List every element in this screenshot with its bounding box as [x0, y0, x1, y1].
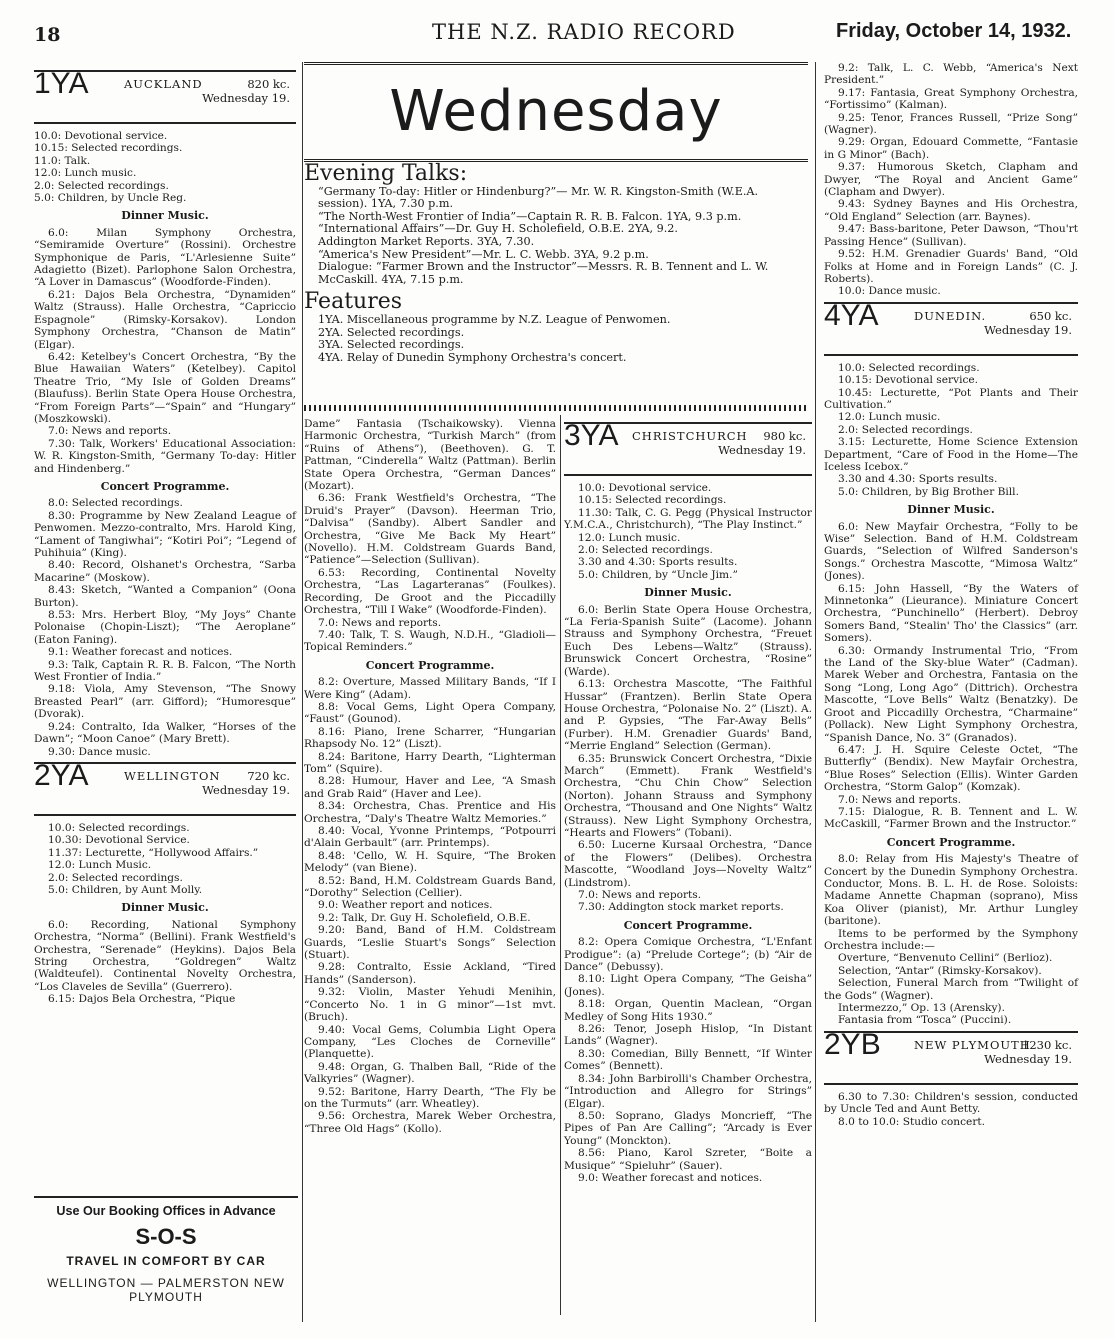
- schedule-list: [34, 497, 296, 758]
- page-header: [0, 18, 1114, 48]
- section-heading: Concert Programme.: [623, 918, 753, 932]
- schedule-list: [34, 130, 296, 204]
- schedule-item: 10.0: Devotional service.: [578, 482, 712, 494]
- booking-advert: [34, 1196, 298, 1304]
- schedule-item: 8.0: Selected recordings.: [48, 497, 183, 510]
- schedule-item: Dame” Fantasia (Tschaikowsky). Vienna Harmonic Orchestra, “Turkish March” (from “Ruins of Athens”), (Beethoven). G. T. Pattman, “Cinderella” Waltz (Pattman). Berlin State Opera Orchestra, “German Dances” (Mozart).: [304, 418, 556, 493]
- schedule-item: 7.40: Talk, T. S. Waugh, N.D.H., “Gladioli—Topical Reminders.”: [304, 628, 556, 654]
- schedule-item: 9.29: Organ, Edouard Commette, “Fantasie in G Minor” (Bach).: [824, 136, 1078, 161]
- schedule-item: 6.53: Recording, Continental Novelty Orchestra, “Las Lagarteranas” (Foulkes). Recording, De Groot and the Piccadilly Orchestra, “Till I Wake” (Woodforde-Finden).: [304, 566, 556, 617]
- schedule-list: [564, 482, 812, 581]
- schedule-item: 6.15: John Hassell, “By the Waters of Minnetonka” (Lieurance). Miniature Concert Orchestra, “Punchinello” (Herbert). Debroy Somers Band, “Stealin' Tho' the Classics” (arr. Somers).: [824, 582, 1078, 645]
- station-header-4ya: [824, 298, 1078, 356]
- section-heading: Dinner Music.: [644, 586, 732, 600]
- schedule-item: 9.2: Talk, L. C. Webb, “America's Next President.”: [824, 62, 1078, 87]
- schedule-item: 10.0: Selected recordings.: [838, 361, 980, 374]
- station-city: WELLINGTON: [124, 768, 221, 783]
- schedule-item: 7.0: News and reports.: [318, 616, 442, 629]
- schedule-item: 9.17: Fantasia, Great Symphony Orchestra, “Fortissimo” (Kalman).: [824, 86, 1078, 112]
- schedule-item: 9.2: Talk, Dr. Guy H. Scholefield, O.B.E.: [318, 911, 531, 924]
- schedule-item: 11.37: Lecturette, “Hollywood Affairs.”: [48, 846, 259, 859]
- column-4: [824, 62, 1078, 1128]
- schedule-item: 5.0: Children, by Aunt Molly.: [48, 883, 203, 896]
- schedule-list: [34, 919, 296, 1006]
- schedule-item: 5.0: Children, by Uncle Reg.: [34, 192, 187, 205]
- schedule-item: 10.15: Selected recordings.: [34, 142, 183, 155]
- schedule-list: [304, 418, 556, 654]
- section-heading: Dinner Music.: [907, 503, 995, 517]
- schedule-item: 8.28: Humour, Haver and Lee, “A Smash and Grab Raid” (Haver and Lee).: [304, 775, 556, 800]
- schedule-item: Selection, “Antar” (Rimsky-Korsakov).: [838, 964, 1042, 977]
- schedule-item: 8.16: Piano, Irene Scharrer, “Hungarian Rhapsody No. 12” (Liszt).: [304, 725, 556, 751]
- schedule-item: 9.43: Sydney Baynes and His Orchestra, “Old England” Selection (arr. Baynes).: [824, 198, 1078, 223]
- advert-tagline: TRAVEL IN COMFORT BY CAR: [66, 1254, 266, 1268]
- station-frequency: 1230 kc.: [1022, 1037, 1072, 1052]
- station-day: Wednesday 19.: [984, 1051, 1072, 1066]
- schedule-item: 8.8: Vocal Gems, Light Opera Company, “Faust” (Gounod).: [304, 700, 556, 726]
- divider: [34, 1196, 298, 1198]
- schedule-item: 6.0: Berlin State Opera House Orchestra, “La Feria-Spanish Suite” (Lacome). Johann Strauss and Symphony Orchestra, “Freuet Euch Des Lebens—Waltz” (Strauss). Brunswick Concert Orchestra, “Rosine” (Warde).: [564, 603, 812, 678]
- schedule-item: 7.0: News and reports.: [48, 425, 172, 438]
- publication-title: THE N.Z. RADIO RECORD: [432, 20, 736, 44]
- schedule-item: 8.10: Light Opera Company, “The Geisha” (Jones).: [564, 973, 812, 998]
- schedule-item: 8.56: Piano, Karol Szreter, “Boite a Musique” “Spieluhr” (Sauer).: [564, 1147, 812, 1172]
- schedule-item: 7.30: Talk, Workers' Educational Association: W. R. Kingston-Smith, “Germany To-day: Hitler and Hindenberg.”: [34, 437, 296, 475]
- evening-talks: [304, 161, 808, 286]
- schedule-list: [34, 227, 296, 475]
- features: [304, 289, 808, 364]
- schedule-list: [564, 936, 812, 1184]
- issue-date: Friday, October 14, 1932.: [836, 20, 1072, 42]
- column-divider: [560, 415, 561, 1315]
- schedule-list: [824, 521, 1078, 831]
- schedule-item: 9.24: Contralto, Ida Walker, “Horses of the Dawn”; “Moon Canoe” (Mary Brett).: [34, 720, 296, 746]
- station-call: 2YA: [34, 758, 89, 792]
- schedule-item: 5.0: Children, by Big Brother Bill.: [838, 485, 1019, 498]
- features-heading: Features: [304, 289, 403, 315]
- schedule-item: 6.50: Lucerne Kursaal Orchestra, “Dance of the Flowers” (Delibes). Orchestra Mascotte, “Woodland Joys—Novelty Waltz” (Lindstrom).: [564, 839, 812, 889]
- column-3: [564, 418, 812, 1184]
- schedule-item: 12.0: Lunch music.: [34, 167, 137, 180]
- column-1: [34, 66, 296, 1006]
- station-day: Wednesday 19.: [718, 443, 806, 457]
- station-day: Wednesday 19.: [984, 322, 1072, 337]
- schedule-item: 9.32: Violin, Master Yehudi Menihin, “Concerto No. 1 in G minor”—1st mvt. (Bruch).: [304, 986, 556, 1024]
- column-2: [304, 418, 556, 1135]
- schedule-item: 6.0: New Mayfair Orchestra, “Folly to be Wise” Selection. Band of H.M. Coldstream Guards, “Selection of Wilfred Sanderson's Songs.” Orchestra Mascotte, “Mimosa Waltz” (Jones).: [824, 520, 1078, 583]
- schedule-item: 10.0: Selected recordings.: [48, 821, 190, 834]
- schedule-item: 9.25: Tenor, Frances Russell, “Prize Song” (Wagner).: [824, 111, 1078, 137]
- schedule-item: 3.30 and 4.30: Sports results.: [838, 473, 998, 486]
- station-frequency: 820 kc.: [247, 77, 290, 91]
- advert-destinations: WELLINGTON — PALMERSTON NEW PLYMOUTH: [47, 1276, 285, 1304]
- station-header-2ya: [34, 758, 296, 816]
- schedule-item: 6.30: Ormandy Instrumental Trio, “From the Land of the Sky-blue Water” (Cadman). Marek Weber and Orchestra, Fantasia on the Song “Long, Long Ago” (Dittrich). Orchestra Mascotte, “Love Bells” Waltz (Benatzky). De Groot and Piccadilly Orchestra, “Charmaine” (Pollack). New Light Symphony Orchestra, “Spanish Dance, No. 3” (Granados).: [824, 644, 1078, 744]
- section-heading: Concert Programme.: [886, 835, 1016, 849]
- schedule-item: 7.0: News and reports.: [578, 889, 702, 901]
- schedule-list: [824, 853, 1078, 1027]
- day-banner: Wednesday: [304, 62, 808, 162]
- schedule-item: 9.1: Weather forecast and notices.: [48, 646, 233, 659]
- schedule-item: 6.0: Milan Symphony Orchestra, “Semiramide Overture” (Rossini). Orchestre Symphonique de Paris, “L'Arlesienne Suite” Adagietto (Bizet). Parlophone Salon Orchestra, “A Lover in Damascus” (Woodforde-Finden).: [34, 226, 296, 289]
- station-call: 4YA: [824, 298, 879, 332]
- schedule-item: 9.3: Talk, Captain R. R. B. Falcon, “The North West Frontier of India.”: [34, 658, 296, 684]
- station-header-1ya: [34, 67, 296, 124]
- schedule-item: 2.0: Selected recordings.: [48, 871, 183, 884]
- schedule-item: 9.18: Viola, Amy Stevenson, “The Snowy Breasted Pearl” (arr. Gifford); “Humoresque” (Dvorak).: [34, 683, 296, 721]
- schedule-item: 8.2: Overture, Massed Military Bands, “If I Were King” (Adam).: [304, 676, 556, 701]
- schedule-item: 5.0: Children, by “Uncle Jim.”: [578, 568, 738, 581]
- schedule-item: 7.15: Dialogue, R. B. Tennent and L. W. McCaskill, “Farmer Brown and the Instructor.”: [824, 805, 1078, 831]
- schedule-item: 2.0: Selected recordings.: [34, 179, 169, 192]
- schedule-item: 3.30 and 4.30: Sports results.: [578, 556, 738, 569]
- station-frequency: 650 kc.: [1029, 308, 1072, 323]
- schedule-item: 6.47: J. H. Squire Celeste Octet, “The Butterfly” (Bendix). New Mayfair Orchestra, “Blue Roses” Selection (Ellis). Winter Garden Orchestra, “Storm Galop” (Komzak).: [824, 743, 1078, 794]
- schedule-item: 8.2: Opera Comique Orchestra, “L'Enfant Prodigue”: (a) “Prelude Cortege”; (b) “Air de Dance” (Debussy).: [564, 936, 812, 974]
- evening-talks-box: [304, 161, 808, 364]
- schedule-item: 6.30 to 7.30: Children's session, conducted by Uncle Ted and Aunt Betty.: [824, 1090, 1078, 1116]
- schedule-item: 8.40: Vocal, Yvonne Printemps, “Potpourri d'Alain Gerbault” (arr. Printemps).: [304, 825, 556, 850]
- schedule-item: 8.30: Programme by New Zealand League of Penwomen. Mezzo-contralto, Mrs. Harold King, “Lament of Tangiwhai”; “Kotiri Poi”; “Legend of Puhihuia” (King).: [34, 509, 296, 559]
- schedule-item: 9.47: Bass-baritone, Peter Dawson, “Thou'rt Passing Hence” (Sullivan).: [824, 223, 1078, 248]
- schedule-item: 9.20: Band, Band of H.M. Coldstream Guards, “Leslie Stuart's Songs” Selection (Stuart).: [304, 924, 556, 962]
- station-call: 3YA: [564, 419, 619, 452]
- feature-item: 1YA. Miscellaneous programme by N.Z. League of Penwomen.: [318, 312, 671, 326]
- schedule-list: [824, 62, 1078, 298]
- schedule-list: [824, 362, 1078, 498]
- talk-item: Dialogue: “Farmer Brown and the Instructor”—Messrs. R. B. Tennent and L. W. McCaskill. 4YA, 7.15 p.m.: [318, 260, 769, 286]
- advert-brand: S-O-S: [135, 1224, 197, 1249]
- schedule-item: 8.52: Band, H.M. Coldstream Guards Band, “Dorothy” Selection (Cellier).: [304, 874, 556, 900]
- schedule-item: 8.50: Soprano, Gladys Moncrieff, “The Pipes of Pan Are Calling”; “Arcady is Ever Young” (Monckton).: [564, 1109, 812, 1147]
- station-header-3ya: [564, 419, 812, 476]
- feature-item: 4YA. Relay of Dunedin Symphony Orchestra's concert.: [318, 350, 627, 364]
- schedule-item: 9.48: Organ, G. Thalben Ball, “Ride of the Valkyries” (Wagner).: [304, 1060, 556, 1086]
- schedule-item: 9.0: Weather report and notices.: [318, 899, 493, 912]
- evening-talks-heading: Evening Talks:: [304, 161, 468, 186]
- schedule-item: 3.15: Lecturette, Home Science Extension Department, “Care of Food in the Home—The Iceless Icebox.”: [824, 436, 1078, 473]
- schedule-item: 10.30: Devotional Service.: [48, 834, 190, 847]
- schedule-item: 10.15: Devotional service.: [838, 374, 979, 387]
- schedule-list: [564, 604, 812, 914]
- schedule-item: Selection, Funeral March from “Twilight of the Gods” (Wagner).: [824, 977, 1078, 1002]
- station-frequency: 980 kc.: [763, 429, 806, 443]
- schedule-item: 7.0: News and reports.: [838, 793, 962, 806]
- schedule-list: [34, 822, 296, 896]
- schedule-item: 8.34: John Barbirolli's Chamber Orchestra, “Introduction and Allegro for Strings” (Elgar).: [564, 1072, 812, 1110]
- schedule-item: 8.0 to 10.0: Studio concert.: [838, 1115, 986, 1128]
- schedule-item: 9.30: Dance music.: [48, 745, 151, 758]
- station-city: CHRISTCHURCH: [632, 429, 748, 443]
- schedule-item: 9.52: Baritone, Harry Dearth, “The Fly be on the Turmuts” (arr. Wheatley).: [304, 1085, 556, 1110]
- schedule-item: Fantasia from “Tosca” (Puccini).: [838, 1014, 1012, 1027]
- schedule-item: 11.30: Talk, C. G. Pegg (Physical Instructor Y.M.C.A., Christchurch), “The Play Instinct.”: [564, 506, 812, 532]
- station-header-2yb: [824, 1027, 1078, 1085]
- section-heading: Concert Programme.: [365, 658, 495, 672]
- schedule-item: 8.40: Record, Olshanet's Orchestra, “Sarba Macarine” (Moskow).: [34, 559, 296, 584]
- station-city: NEW PLYMOUTH: [914, 1037, 1031, 1052]
- schedule-list: [304, 676, 556, 1135]
- talk-item: “Germany To-day: Hitler or Hindenburg?”— Mr. W. R. Kingston-Smith (W.E.A. session). 1YA, 7.30 p.m.: [318, 184, 759, 211]
- station-city: AUCKLAND: [124, 77, 203, 91]
- schedule-item: 9.52: H.M. Grenadier Guards' Band, “Old Folks at Home and in Foreign Lands” (C. J. Roberts).: [824, 248, 1078, 285]
- schedule-item: 10.45: Lecturette, “Pot Plants and Their Cultivation.”: [824, 386, 1078, 411]
- dotted-rule: [304, 405, 808, 411]
- schedule-item: 12.0: Lunch music.: [578, 531, 681, 544]
- schedule-item: 9.56: Orchestra, Marek Weber Orchestra, “Three Old Hags” (Kollo).: [304, 1110, 556, 1135]
- schedule-item: 8.0: Relay from His Majesty's Theatre of Concert by the Dunedin Symphony Orchestra. Conductor, Mons. B. L. H. de Rose. Soloists: Madame Annette Chapman (soprano), Miss Koa Oliver (pianist), Mr. Arthur Lungley (baritone).: [824, 853, 1078, 928]
- schedule-item: 8.24: Baritone, Harry Dearth, “Lighterman Tom” (Squire).: [304, 750, 556, 775]
- schedule-item: 8.53: Mrs. Herbert Bloy, “My Joys” Chante Polonaise (Chopin-Liszt); “The Aeroplane” (Eaton Faning).: [34, 609, 296, 646]
- schedule-item: 6.36: Frank Westfield's Orchestra, “The Druid's Prayer” (Davson). Heerman Trio, “Dalvisa” (Sandby). Albert Sandler and Orchestra, “Give Me Back My Heart” (Novello). H.M. Coldstream Guards Band, “Patience”—Selection (Sullivan).: [304, 492, 556, 567]
- schedule-item: 9.28: Contralto, Essie Ackland, “Tired Hands” (Sanderson).: [304, 961, 556, 986]
- schedule-item: 6.42: Ketelbey's Concert Orchestra, “By the Blue Hawaiian Waters” (Ketelbey). Capitol Theatre Trio, “My Isle of Golden Dreams” (Blaufuss). Berlin State Opera House Orchestra, “From Foreign Parts”—“Spain” and “Hungary” (Moszkowski).: [34, 350, 296, 425]
- talk-item: “America's New President”—Mr. L. C. Webb. 3YA, 9.2 p.m.: [318, 247, 649, 261]
- schedule-item: 7.30: Addington stock market reports.: [578, 901, 784, 914]
- schedule-item: 10.15: Selected recordings.: [578, 494, 727, 507]
- schedule-item: 8.34: Orchestra, Chas. Prentice and His Orchestra, “Daly's Theatre Waltz Memories.”: [304, 800, 556, 825]
- schedule-item: 10.0: Devotional service.: [34, 130, 168, 142]
- schedule-item: 8.18: Organ, Quentin Maclean, “Organ Medley of Song Hits 1930.”: [564, 998, 812, 1023]
- schedule-item: 12.0: Lunch music.: [838, 411, 941, 424]
- station-day: Wednesday 19.: [202, 91, 290, 105]
- schedule-item: 8.48: 'Cello, W. H. Squire, “The Broken Melody” (van Biene).: [304, 849, 556, 875]
- station-call: 1YA: [34, 67, 89, 100]
- schedule-list: [824, 1091, 1078, 1128]
- schedule-item: 9.0: Weather forecast and notices.: [578, 1171, 763, 1184]
- schedule-item: 12.0: Lunch Music.: [48, 859, 152, 872]
- schedule-item: 11.0: Talk.: [34, 154, 91, 167]
- schedule-item: 6.15: Dajos Bela Orchestra, “Pique: [48, 993, 236, 1006]
- schedule-item: 8.43: Sketch, “Wanted a Companion” (Oona Burton).: [34, 584, 296, 609]
- talk-item: Addington Market Reports. 3YA, 7.30.: [318, 234, 535, 248]
- advert-headline: Use Our Booking Offices in Advance: [56, 1204, 276, 1218]
- schedule-item: 8.26: Tenor, Joseph Hislop, “In Distant Lands” (Wagner).: [564, 1023, 812, 1048]
- station-frequency: 720 kc.: [247, 768, 290, 783]
- schedule-item: Intermezzo,” Op. 13 (Arensky).: [838, 1002, 1005, 1015]
- station-city: DUNEDIN.: [914, 308, 987, 323]
- schedule-item: 6.13: Orchestra Mascotte, “The Faithful Hussar” (Frantzen). Berlin State Opera House Orchestra, “Polonaise No. 2” (Liszt). A. and P. Gypsies, “The Far-Away Bells” (Furber). H.M. Grenadier Guards' Band, “Merrie England” Selection (German).: [564, 678, 812, 753]
- column-divider: [302, 62, 303, 1322]
- section-heading: Concert Programme.: [100, 479, 230, 493]
- schedule-item: 6.35: Brunswick Concert Orchestra, “Dixie March” (Emmett). Frank Westfield's Orchestra, “Chu Chin Chow” Selection (Norton). Johann Strauss and Symphony Orchestra, “Thousand and One Nights” Waltz (Strauss). New Light Symphony Orchestra, “Hearts and Flowers” (Tobani).: [564, 752, 812, 839]
- page-number: 18: [34, 24, 61, 46]
- station-day: Wednesday 19.: [202, 782, 290, 797]
- schedule-item: 2.0: Selected recordings.: [838, 423, 973, 436]
- schedule-item: Items to be performed by the Symphony Orchestra include:—: [824, 927, 1078, 952]
- schedule-item: 6.21: Dajos Bela Orchestra, “Dynamiden” Waltz (Strauss). Halle Orchestra, “Capriccio Espagnole” (Rimsky-Korsakov). London Symphony Orchestra, “Chanson de Matin” (Elgar).: [34, 288, 296, 351]
- section-heading: Dinner Music.: [121, 209, 209, 223]
- schedule-item: Overture, “Benvenuto Cellini” (Berlioz).: [838, 952, 1053, 965]
- station-call: 2YB: [824, 1027, 881, 1061]
- schedule-item: 9.40: Vocal Gems, Columbia Light Opera Company, “Les Cloches de Corneville” (Planquette).: [304, 1023, 556, 1061]
- schedule-item: 8.30: Comedian, Billy Bennett, “If Winter Comes” (Bennett).: [564, 1047, 812, 1073]
- schedule-item: 10.0: Dance music.: [838, 285, 941, 298]
- feature-item: 3YA. Selected recordings.: [318, 338, 465, 352]
- schedule-item: 2.0: Selected recordings.: [578, 544, 713, 557]
- talk-item: “International Affairs”—Dr. Guy H. Scholefield, O.B.E. 2YA, 9.2.: [318, 222, 678, 236]
- section-heading: Dinner Music.: [121, 901, 209, 915]
- schedule-item: 6.0: Recording, National Symphony Orchestra, “Norma” (Bellini). Frank Westfield's Orchestra, “Serenade” (Heykins). Dajos Bela String Orchestra, “Goldregen” Waltz (Waldteufel). Continental Novelty Orchestra, “Los Claveles de Sevilla” (Guerrero).: [34, 918, 296, 993]
- schedule-item: 9.37: Humorous Sketch, Clapham and Dwyer, “The Royal and Ancient Game” (Clapham and Dwyer).: [824, 161, 1078, 199]
- column-divider: [815, 62, 816, 1322]
- feature-item: 2YA. Selected recordings.: [318, 325, 465, 339]
- talk-item: “The North-West Frontier of India”—Captain R. R. B. Falcon. 1YA, 9.3 p.m.: [318, 209, 742, 223]
